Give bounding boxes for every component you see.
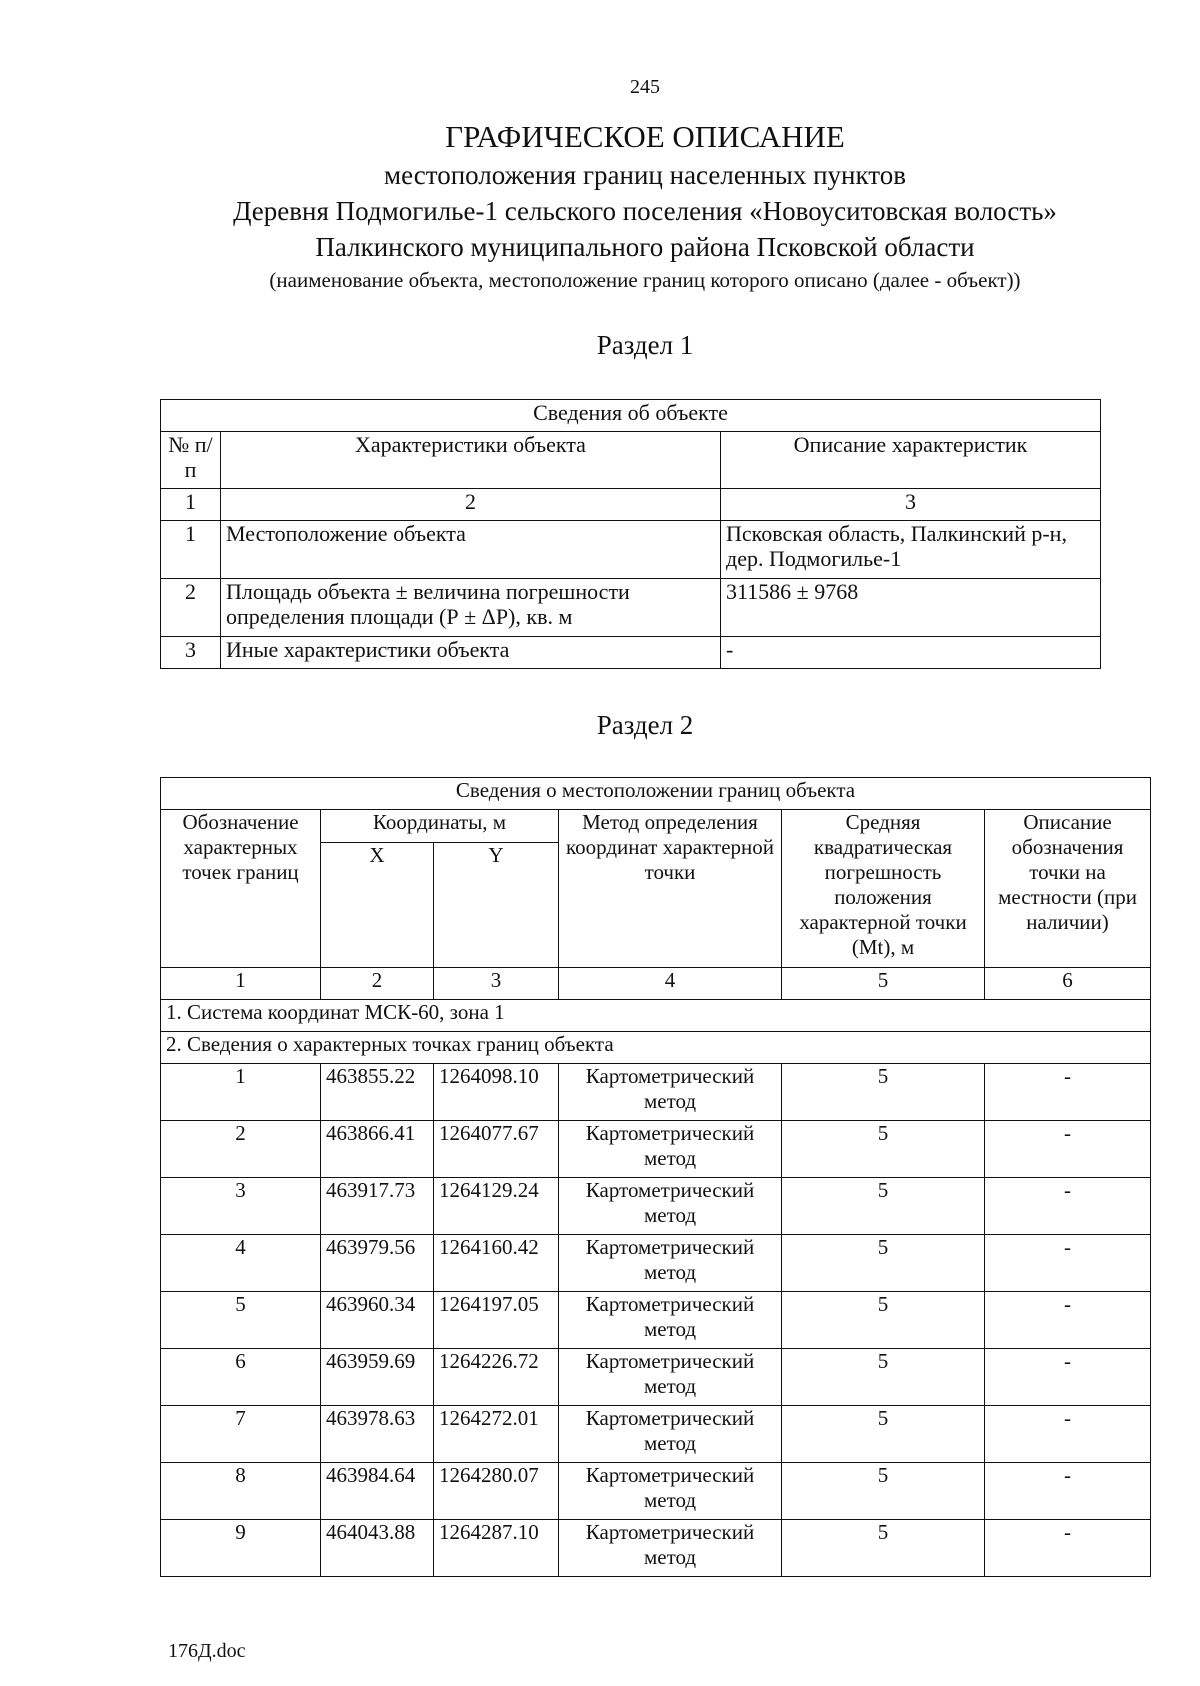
point-y: 1264098.10: [434, 1064, 559, 1121]
table-header-row: [161, 810, 1151, 843]
table-row: [161, 637, 1101, 669]
table-header-row: [161, 432, 1101, 489]
point-y: 1264077.67: [434, 1121, 559, 1178]
col-number: 2: [321, 968, 434, 1000]
point-method: Картометрический метод: [559, 1406, 782, 1463]
point-error: 5: [782, 1064, 985, 1121]
col-header-description: Описание характеристик: [721, 432, 1101, 489]
point-id: 5: [161, 1292, 321, 1349]
row-description: -: [721, 637, 1101, 669]
point-y: 1264287.10: [434, 1520, 559, 1577]
point-method: Картометрический метод: [559, 1520, 782, 1577]
point-x: 463855.22: [321, 1064, 434, 1121]
info-row-points-heading: [161, 1032, 1151, 1064]
point-description: -: [985, 1235, 1151, 1292]
point-y: 1264226.72: [434, 1349, 559, 1406]
table-row: [161, 1121, 1151, 1178]
point-description: -: [985, 1463, 1151, 1520]
point-error: 5: [782, 1406, 985, 1463]
object-info-table: [160, 399, 1101, 669]
table-row: [161, 521, 1101, 579]
col-header-characteristic: Характеристики объекта: [221, 432, 721, 489]
point-error: 5: [782, 1292, 985, 1349]
point-description: -: [985, 1406, 1151, 1463]
point-id: 9: [161, 1520, 321, 1577]
point-x: 463866.41: [321, 1121, 434, 1178]
table-row: [161, 1235, 1151, 1292]
point-error: 5: [782, 1235, 985, 1292]
row-characteristic: Местоположение объекта: [221, 521, 721, 579]
table-caption: Сведения об объекте: [161, 400, 1101, 432]
col-header-x: X: [321, 843, 434, 968]
row-characteristic: Площадь объекта ± величина погрешности определения площади (Р ± ΔР), кв. м: [221, 579, 721, 637]
point-description: -: [985, 1349, 1151, 1406]
point-error: 5: [782, 1463, 985, 1520]
table-row: [161, 1406, 1151, 1463]
point-x: 463979.56: [321, 1235, 434, 1292]
point-id: 3: [161, 1178, 321, 1235]
table-row: [161, 1064, 1151, 1121]
footer-filename: 176Д.doc: [168, 1640, 246, 1662]
info-row-text: 1. Система координат МСК-60, зона 1: [161, 1000, 1151, 1032]
boundary-points-table: [160, 777, 1151, 1577]
table-caption-row: [161, 400, 1101, 432]
point-x: 463917.73: [321, 1178, 434, 1235]
info-row-coordinate-system: [161, 1000, 1151, 1032]
point-y: 1264197.05: [434, 1292, 559, 1349]
point-description: -: [985, 1520, 1151, 1577]
table-row: [161, 1349, 1151, 1406]
point-x: 463959.69: [321, 1349, 434, 1406]
col-number: 3: [434, 968, 559, 1000]
page-number: 245: [630, 76, 660, 98]
point-y: 1264160.42: [434, 1235, 559, 1292]
point-method: Картометрический метод: [559, 1121, 782, 1178]
point-x: 464043.88: [321, 1520, 434, 1577]
col-header-point-description: Описание обозначения точки на местности (при наличии): [985, 810, 1151, 968]
point-y: 1264272.01: [434, 1406, 559, 1463]
table-row: [161, 1178, 1151, 1235]
subtitle-line-3: Палкинского муниципального района Псковской области: [315, 232, 975, 262]
col-header-y: Y: [434, 843, 559, 968]
point-method: Картометрический метод: [559, 1178, 782, 1235]
point-description: -: [985, 1178, 1151, 1235]
table-caption-row: [161, 778, 1151, 810]
section-1-heading: Раздел 1: [596, 330, 694, 360]
point-x: 463960.34: [321, 1292, 434, 1349]
subtitle-line-1: местоположения границ населенных пунктов: [384, 160, 906, 190]
table-row: [161, 1292, 1151, 1349]
col-header-number: № п/п: [161, 432, 221, 489]
point-error: 5: [782, 1349, 985, 1406]
column-number-row: [161, 968, 1151, 1000]
point-error: 5: [782, 1178, 985, 1235]
row-number: 3: [161, 637, 221, 669]
col-header-point: Обозначение характерных точек границ: [161, 810, 321, 968]
row-description: Псковская область, Палкинский р-н, дер. Подмогилье-1: [721, 521, 1101, 579]
point-x: 463984.64: [321, 1463, 434, 1520]
col-header-coordinates: Координаты, м: [321, 810, 559, 843]
row-description: 311586 ± 9768: [721, 579, 1101, 637]
point-id: 8: [161, 1463, 321, 1520]
row-number: 1: [161, 521, 221, 579]
col-number: 1: [161, 489, 221, 521]
point-method: Картометрический метод: [559, 1349, 782, 1406]
point-error: 5: [782, 1121, 985, 1178]
section-2-heading: Раздел 2: [596, 710, 694, 740]
point-x: 463978.63: [321, 1406, 434, 1463]
table-caption: Сведения о местоположении границ объекта: [161, 778, 1151, 810]
table-row: [161, 1463, 1151, 1520]
subtitle-note: (наименование объекта, местоположение границ которого описано (далее - объект)): [269, 268, 1021, 292]
document-title: ГРАФИЧЕСКОЕ ОПИСАНИЕ: [445, 119, 845, 154]
col-number: 2: [221, 489, 721, 521]
point-id: 7: [161, 1406, 321, 1463]
point-id: 2: [161, 1121, 321, 1178]
col-number: 4: [559, 968, 782, 1000]
point-y: 1264129.24: [434, 1178, 559, 1235]
point-method: Картометрический метод: [559, 1292, 782, 1349]
point-id: 1: [161, 1064, 321, 1121]
col-number: 6: [985, 968, 1151, 1000]
col-number: 1: [161, 968, 321, 1000]
point-description: -: [985, 1292, 1151, 1349]
row-characteristic: Иные характеристики объекта: [221, 637, 721, 669]
point-id: 6: [161, 1349, 321, 1406]
point-id: 4: [161, 1235, 321, 1292]
point-method: Картометрический метод: [559, 1064, 782, 1121]
col-number: 5: [782, 968, 985, 1000]
point-method: Картометрический метод: [559, 1235, 782, 1292]
col-header-method: Метод определения координат характерной точки: [559, 810, 782, 968]
info-row-text: 2. Сведения о характерных точках границ объекта: [161, 1032, 1151, 1064]
table-row: [161, 1520, 1151, 1577]
column-number-row: [161, 489, 1101, 521]
point-error: 5: [782, 1520, 985, 1577]
col-number: 3: [721, 489, 1101, 521]
col-header-error: Средняя квадратическая погрешность положения характерной точки (Mt), м: [782, 810, 985, 968]
point-description: -: [985, 1064, 1151, 1121]
point-method: Картометрический метод: [559, 1463, 782, 1520]
subtitle-line-2: Деревня Подмогилье-1 сельского поселения «Новоуситовская волость»: [233, 196, 1057, 226]
point-y: 1264280.07: [434, 1463, 559, 1520]
table-row: [161, 579, 1101, 637]
row-number: 2: [161, 579, 221, 637]
point-description: -: [985, 1121, 1151, 1178]
